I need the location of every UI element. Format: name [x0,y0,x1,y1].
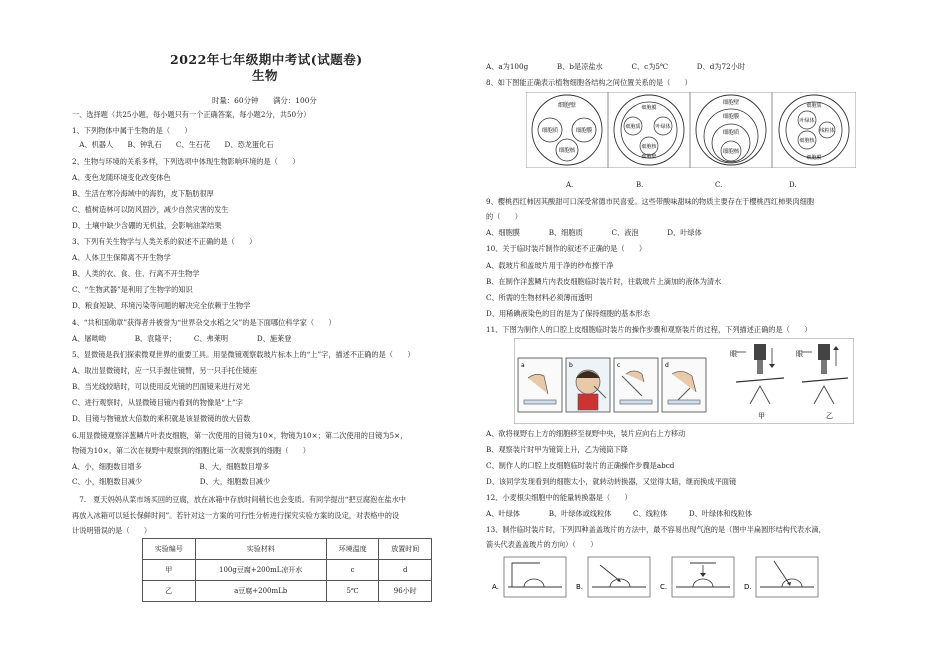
question-7-line3: 计说明错误的是（ ） [72,526,152,535]
q8-option-d: D. [789,181,797,189]
q8-diagram-d [779,95,849,165]
q8-a-label: 细胞质 [541,128,559,134]
q11-microscope-yi [796,344,848,420]
q8-b-label: 细胞膜 [641,105,657,111]
q11-step-label: c [617,362,621,369]
q8-option-c: C. [715,181,723,189]
q11-yi-label: 乙 [826,412,833,420]
q7-options: A、a为100g B、b是凉盐水 C、c为5℃ D、d为72小时 [486,62,746,71]
table-row [143,560,432,581]
q8-d-label: 细胞核 [799,138,815,144]
q3-option-b: B、人类的衣、食、住、行离不开生物学 [72,269,200,278]
question-9-line1: 9、樱桃西红柿因其酸甜可口深受常德市民喜爱。这些带酸味甜味的物质主要存在于樱桃西红柿果肉细胞 [486,197,815,206]
q13-option-a-figure [492,557,566,597]
table-header-cell: 放置时间 [379,539,432,560]
q8-a-label: 细胞壁 [557,102,577,109]
exam-subject: 生物 [252,68,279,83]
q11-microscope-jia [730,344,784,420]
table-header-row [143,539,432,560]
question-4: 4、“共和国勋章”获得者并被誉为“世界杂交水稻之父”的是下面哪位科学家（ ） [72,318,336,327]
q11-step-label: d [665,362,669,369]
question-7-line2: 再放入冰箱可以延长保鲜时间”。若针对这一方案的可行性分析进行探究实验方案的设定，对表格中的设 [72,511,400,520]
q6-options-ab: A、小，细胞数目增多 B、大，细胞数目增多 [72,462,270,471]
experiment-table [142,538,432,602]
q1-options: A、机器人 B、钟乳石 C、生石花 D、恐龙蛋化石 [72,140,274,149]
question-6-line1: 6.用显微镜观察洋葱鳞片叶表皮细胞，第一次使用的目镜为10×，物镜为10×；第二次使用的目镜为5×， [72,431,408,440]
q4-options: A、屠呦呦 B、袁隆平； C、弗莱明 D、施莱登 [72,334,292,343]
question-10: 10、关于临时装片制作的叙述不正确的是（ ） [486,244,647,253]
q3-option-c: C、“生物武器”是利用了生物学的知识 [72,285,193,294]
q11-step-label: b [569,362,573,369]
q8-c-label: 细胞壁 [722,100,740,106]
q8-option-a: A. [566,181,574,189]
q11-step-label: a [521,362,525,369]
q13-option-d-figure [744,557,818,597]
q8-d-label: 线粒体 [819,128,835,134]
q8-d-label: 细胞质 [806,103,822,109]
q8-d-label: 叶绿体 [799,118,815,124]
q13-figures [490,555,830,603]
q12-options: A、叶绿体 B、叶绿体或线粒体 C、线粒体 D、叶绿体和线粒体 [486,509,753,518]
question-2: 2、生物与环境的关系多样，下列选项中体现生物影响环境的是（ ） [72,157,300,166]
q2-option-c: C、植树造林可以防风固沙，减少自然灾害的发生 [72,205,229,214]
table-header-cell: 环境温度 [326,539,379,560]
exam-meta: 时量：60分钟 满分：100分 [212,96,317,105]
q8-c-label: 细胞膜 [722,114,740,120]
q2-option-b: B、生活在寒冷海域中的海豹，皮下脂肪很厚 [72,189,214,198]
q13-option-label: B. [576,583,584,591]
q10-option-d: D、用稀碘液染色的目的是为了保持细胞的基本形态 [486,309,650,318]
q2-option-a: A、变色龙随环境变化改变体色 [72,173,171,182]
q11-eye-label: 眼 [796,350,803,358]
q8-d-label: 细胞膜 [806,155,822,161]
q8-diagram-b [614,95,684,165]
q11-option-b: B、观察装片时甲为镜筒上升，乙为镜筒下降 [486,445,628,454]
q9-options: A、细胞膜 B、细胞质 C、液泡 D、叶绿体 [486,228,702,237]
question-6-line2: 物镜为10×。第二次在视野中观察到的细胞比第一次观察到的细胞（ ） [72,446,310,455]
q10-option-c: C、所需的生物材料必须薄而透明 [486,293,593,302]
q3-option-a: A、人体卫生保障离不开生物学 [72,253,171,262]
table-cell: 100g豆腐+200mL凉开水 [195,560,326,581]
q5-option-a: A、取出显微镜时，应一只手握住镜臂，另一只手托住镜座 [72,366,257,375]
question-5: 5、显微镜是我们探索微观世界的重要工具。用显微镜观察载玻片标本上的“上”字，描述不正确的是（ ） [72,350,415,359]
question-1: 1、下列物体中属于生物的是（ ） [72,126,192,135]
q11-eye-label: 眼 [730,350,737,358]
q13-option-label: C. [660,583,668,591]
table-cell: a豆腐+200mLb [195,581,326,602]
q8-diagram-c [696,95,766,165]
q8-a-label: 细胞核 [558,148,576,154]
q13-option-label: D. [744,583,752,591]
question-12: 12、小麦根尖细胞中的能量转换器是（ ） [486,493,632,502]
table-row [143,581,432,602]
table-header-cell: 实验编号 [143,539,196,560]
table-header-cell: 实验材料 [195,539,326,560]
q8-diagram-a [532,95,602,165]
table-cell: 96小时 [379,581,432,602]
q13-option-label: A. [492,583,499,591]
q11-figure [514,338,854,424]
q11-jia-label: 甲 [758,412,765,420]
q8-b-label: 细胞壁 [641,154,657,160]
question-13-line2: 箭头代表盖盖玻片的方向）（ ） [486,540,598,549]
question-7-line1: 7. 夏天妈妈从菜市场买回的豆腐，放在冰箱中存放时间稍长也会变质。有同学提出“把豆腐泡在盐水中 [72,495,406,504]
table-cell: 乙 [143,581,196,602]
table-cell: 5℃ [326,581,379,602]
q5-option-d: D、目镜与物镜放大倍数的乘积就是该显微镜的放大倍数 [72,414,251,423]
q8-c-label: 细胞核 [722,149,740,155]
question-8: 8、如下图能正确表示植物细胞各结构之间位置关系的是（ ） [486,78,692,87]
q8-option-b: B. [636,181,644,189]
q11-option-a: A、欲将视野右上方的细胞移至视野中央，装片应向右上方移动 [486,429,686,438]
q11-option-c: C、制作人的口腔上皮细胞临时装片的正确操作步骤是abcd [486,461,675,470]
question-3: 3、下列有关生物学与人类关系的叙述不正确的是（ ） [72,237,257,246]
table-cell: d [379,560,432,581]
q8-b-label: 细胞质 [625,124,641,130]
table-cell: 甲 [143,560,196,581]
q3-option-d: D、粮食短缺、环境污染等问题的解决完全依赖于生物学 [72,301,251,310]
q10-option-b: B、在制作洋葱鳞片内表皮细胞临时装片时，往载玻片上滴加的液体为清水 [486,277,722,286]
q8-c-label: 细胞质 [722,130,740,136]
q8-a-label: 细胞膜 [575,128,593,134]
q5-option-c: C、进行观察时，从显微镜目镜内看到的物像是“上”字 [72,398,243,407]
q8-b-label: 细胞核 [641,144,657,150]
q8-b-label: 叶绿体 [655,124,671,130]
q13-option-b-figure [576,557,650,597]
question-11: 11、下图为制作人的口腔上皮细胞临时装片的操作步骤和观察装片的过程，下列描述正确的是（ ） [486,325,812,334]
exam-title: 2022年七年级期中考试(试题卷) [170,52,363,67]
q2-option-d: D、土壤中缺少含硼的无机盐，会影响油菜结果 [72,221,222,230]
q5-option-b: B、当光线较暗时，可以使用反光镜的凹面镜来进行对光 [72,382,250,391]
section-heading: 一、选择题（共25小题，每小题只有一个正确答案，每小题2分，共50分） [72,110,311,119]
table-cell: c [326,560,379,581]
q10-option-a: A、载玻片和盖玻片用于净的纱布擦干净 [486,261,614,270]
question-13-line1: 13、制作临时装片时，下列四种盖盖玻片的方法中，最不容易出现气泡的是（图中半扁圆形结构代表水滴， [486,525,826,534]
q6-options-cd: C、小，细胞数目减少 D、大，细胞数目减少 [72,477,271,486]
question-9-line2: 的（ ） [486,212,522,221]
q8-diagrams [526,92,856,168]
q13-option-c-figure [660,557,734,597]
q11-option-d: D、该同学发现看到的细胞太小，就转动转换器，又觉得太暗，继而换成平面镜 [486,477,737,486]
